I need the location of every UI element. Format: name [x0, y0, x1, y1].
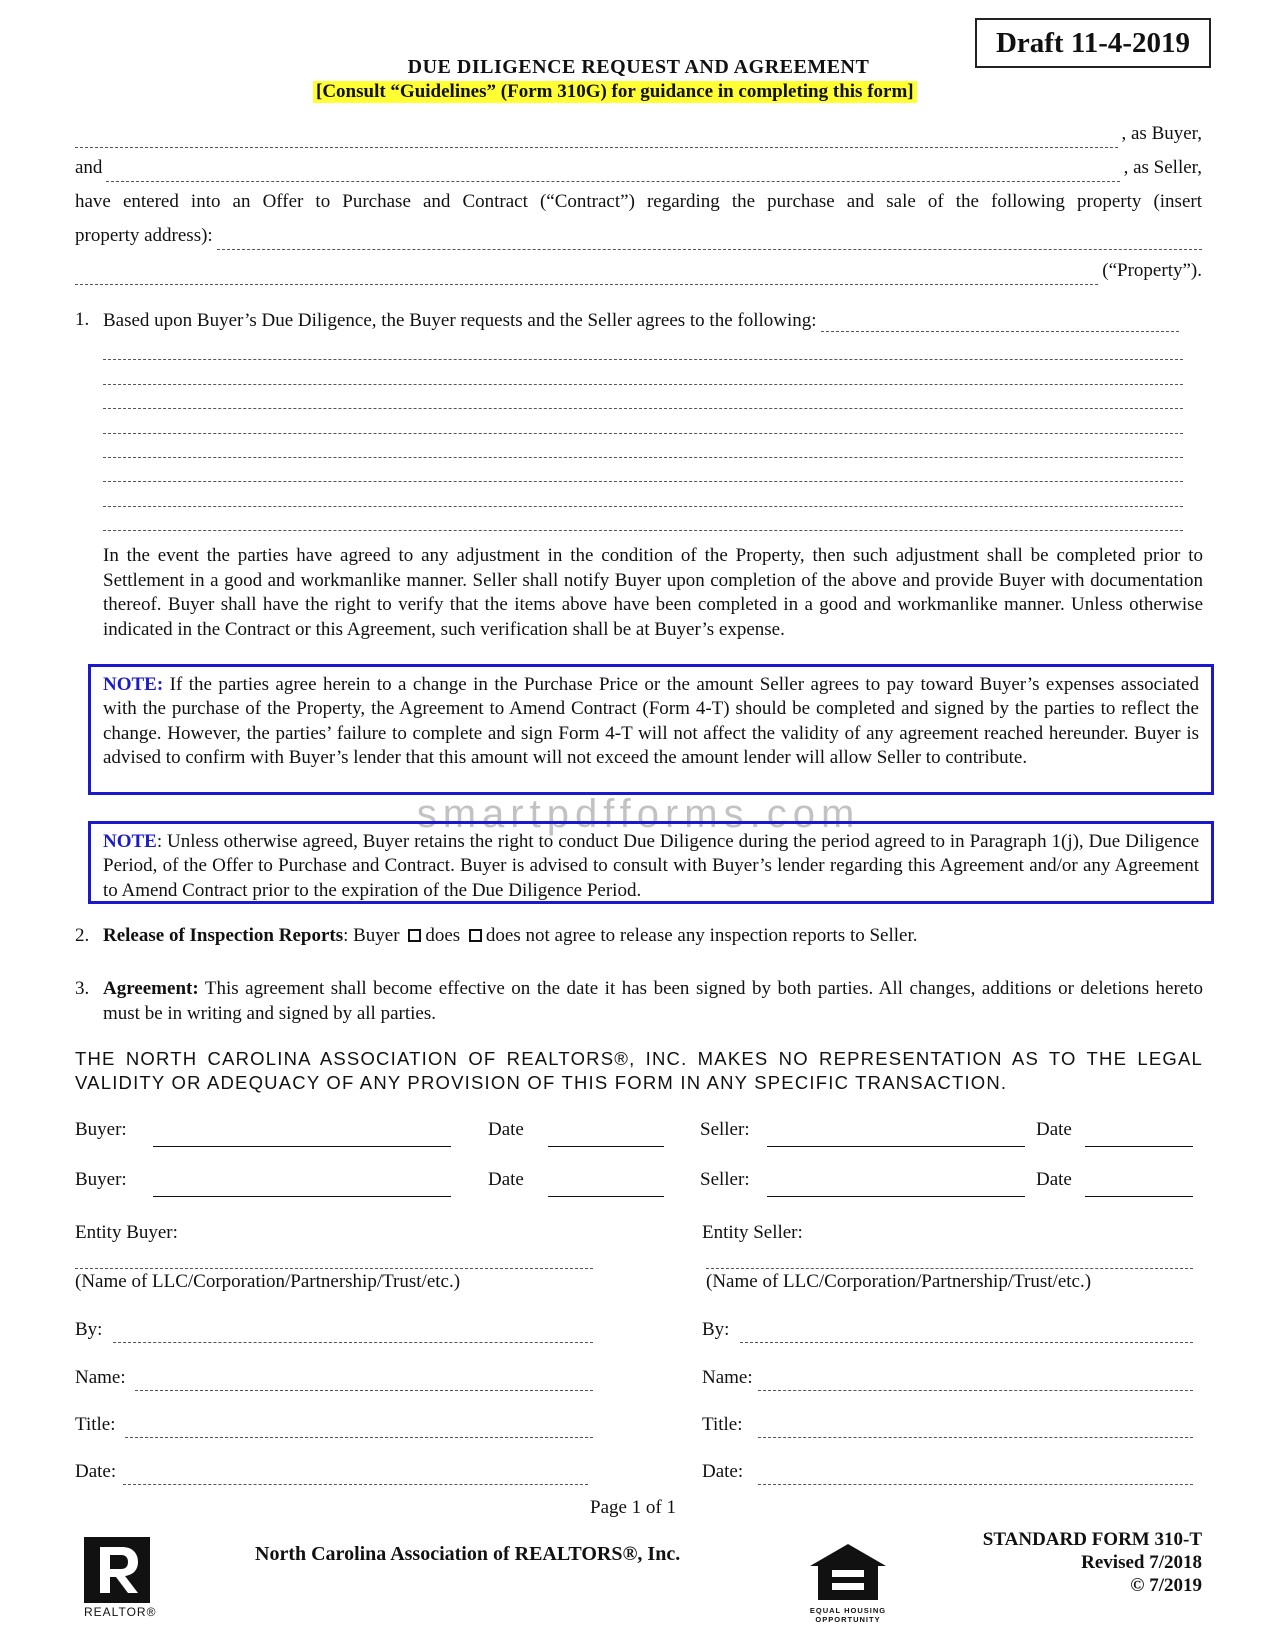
section-2-text: Release of Inspection Reports: Buyer does does not agree to release any inspection reports to Seller. [103, 925, 918, 946]
buyer-name-label: Name: [75, 1367, 126, 1388]
buyer-date-label: Date: [75, 1461, 117, 1482]
form-info [983, 1528, 1202, 1597]
seller-by-field[interactable] [740, 1322, 1193, 1343]
watermark: smartpdfforms.com [416, 792, 861, 836]
disclaimer: THE NORTH CAROLINA ASSOCIATION OF REALTORS®, INC. MAKES NO REPRESENTATION AS TO THE LEGAL VALIDITY OR ADEQUACY OF ANY PROVISION OF THIS FORM IN ANY SPECIFIC TRANSACTION. [75, 1048, 1203, 1093]
seller-by-label: By: [702, 1319, 730, 1340]
form-revised: Revised 7/2018 [1081, 1552, 1202, 1573]
buyer-name-field-entity[interactable] [135, 1370, 593, 1391]
seller-date-1[interactable] [1085, 1124, 1193, 1147]
date-label-buyer-2: Date [488, 1169, 524, 1190]
equal-housing-icon [808, 1542, 888, 1602]
seller-date-2[interactable] [1085, 1174, 1193, 1197]
form-number: STANDARD FORM 310-T [982, 1529, 1202, 1550]
section-2-number: 2. [75, 925, 90, 946]
date-label-buyer-1: Date [488, 1119, 524, 1140]
property-address-field-2[interactable] [75, 270, 1098, 285]
entity-buyer-note: (Name of LLC/Corporation/Partnership/Trust/etc.) [75, 1271, 461, 1292]
entity-seller-name-field[interactable] [706, 1248, 1193, 1269]
entity-buyer-label: Entity Buyer: [75, 1222, 178, 1243]
realtor-logo-icon [84, 1537, 150, 1603]
seller-signature-2[interactable] [767, 1174, 1025, 1197]
request-blank-lines[interactable] [103, 336, 1183, 531]
buyer-entity-date-field[interactable] [123, 1464, 588, 1485]
property-line: (“Property”). [75, 257, 1202, 285]
buyer-label-1: Buyer: [75, 1119, 127, 1140]
property-address-line: property address): [75, 222, 1202, 250]
section-1-number: 1. [75, 309, 90, 330]
request-line[interactable] [103, 336, 1183, 360]
buyer-title-label: Title: [75, 1414, 116, 1435]
seller-line: and , as Seller, [75, 154, 1202, 182]
buyer-signature-2[interactable] [153, 1174, 451, 1197]
draft-stamp: Draft 11-4-2019 [975, 18, 1211, 68]
equal-housing-text: EQUAL HOUSING OPPORTUNITY [809, 1606, 887, 1624]
entity-seller-label: Entity Seller: [702, 1222, 803, 1243]
seller-entity-date-field[interactable] [758, 1464, 1193, 1485]
note-purchase-price: NOTE: If the parties agree herein to a change in the Purchase Price or the amount Seller agrees to pay toward Buyer’s expenses associated with the purchase of the Property, the Agreement to Amend Contract (Form 4-T) should be completed and signed by the parties to reflect the change. However, the parties’ failure to complete and sign Form 4-T will not affect the validity of any agreement reached hereunder. Buyer is advised to confirm with Buyer’s lender that this amount will not exceed the amount lender will allow Seller to contribute. [88, 664, 1214, 795]
seller-title-field[interactable] [758, 1417, 1193, 1438]
entity-seller-note: (Name of LLC/Corporation/Partnership/Trust/etc.) [706, 1271, 1092, 1292]
realtor-logo-text: REALTOR® [84, 1605, 157, 1619]
buyer-signature-1[interactable] [153, 1124, 451, 1147]
buyer-line: , as Buyer, [75, 120, 1202, 148]
page-number: Page 1 of 1 [590, 1497, 677, 1518]
request-line[interactable] [103, 385, 1183, 409]
buyer-name-field[interactable] [75, 133, 1118, 148]
entity-buyer-name-field[interactable] [75, 1248, 593, 1269]
consult-guidelines: [Consult “Guidelines” (Form 310G) for guidance in completing this form] [313, 81, 917, 103]
request-line[interactable] [103, 458, 1183, 482]
buyer-by-label: By: [75, 1319, 103, 1340]
section-3-text: Agreement: This agreement shall become effective on the date it has been signed by both parties. All changes, additions or deletions hereto must be in writing and signed by all parties. [103, 978, 1203, 1024]
section-1-body: In the event the parties have agreed to any adjustment in the condition of the Property, then such adjustment shall be completed prior to Settlement in a good and workmanlike manner. Seller shall notify Buyer upon completion of the above and provide Buyer with documentation thereof. Buyer shall have the right to verify that the items above have been completed in a good and workmanlike manner. Unless otherwise indicated in the Contract or this Agreement, such verification shall be at Buyer’s expense. [103, 545, 1203, 640]
association-name: North Carolina Association of REALTORS®, Inc. [255, 1543, 681, 1565]
seller-name-field[interactable] [106, 167, 1119, 182]
house-icon [808, 1542, 888, 1602]
seller-date-label: Date: [702, 1461, 744, 1482]
form-copyright: © 7/2019 [1130, 1575, 1202, 1596]
request-line[interactable] [103, 482, 1183, 506]
seller-name-label: Name: [702, 1367, 753, 1388]
form-title: DUE DILIGENCE REQUEST AND AGREEMENT [407, 56, 870, 78]
seller-label-2: Seller: [700, 1169, 750, 1190]
date-label-seller-1: Date [1036, 1119, 1072, 1140]
buyer-label-2: Buyer: [75, 1169, 127, 1190]
buyer-date-2[interactable] [548, 1174, 664, 1197]
request-field-0[interactable] [821, 315, 1179, 332]
entered-text: have entered into an Offer to Purchase and Contract (“Contract”) regarding the purchase and sale of the following property (insert [75, 191, 1202, 212]
request-line[interactable] [103, 507, 1183, 531]
request-line[interactable] [103, 409, 1183, 433]
request-line[interactable] [103, 434, 1183, 458]
buyer-by-field[interactable] [113, 1322, 593, 1343]
realtor-r-icon [84, 1537, 150, 1603]
does-checkbox[interactable] [408, 929, 421, 942]
date-label-seller-2: Date [1036, 1169, 1072, 1190]
note-due-diligence: NOTE: Unless otherwise agreed, Buyer retains the right to conduct Due Diligence during the period agreed to in Paragraph 1(j), Due Diligence Period, of the Offer to Purchase and Contract. Buyer is advised to consult with Buyer’s lender regarding this Agreement and/or any Agreement to Amend Contract prior to the expiration of the Due Diligence Period. [88, 821, 1214, 904]
section-1-lead: Based upon Buyer’s Due Diligence, the Buyer requests and the Seller agrees to the following: [103, 308, 1183, 332]
seller-name-field-entity[interactable] [758, 1370, 1193, 1391]
request-line[interactable] [103, 360, 1183, 384]
buyer-title-field[interactable] [125, 1417, 593, 1438]
seller-signature-1[interactable] [767, 1124, 1025, 1147]
seller-title-label: Title: [702, 1414, 743, 1435]
does-not-checkbox[interactable] [469, 929, 482, 942]
buyer-date-1[interactable] [548, 1124, 664, 1147]
property-address-field[interactable] [217, 235, 1202, 250]
seller-label-1: Seller: [700, 1119, 750, 1140]
section-3-number: 3. [75, 978, 90, 999]
